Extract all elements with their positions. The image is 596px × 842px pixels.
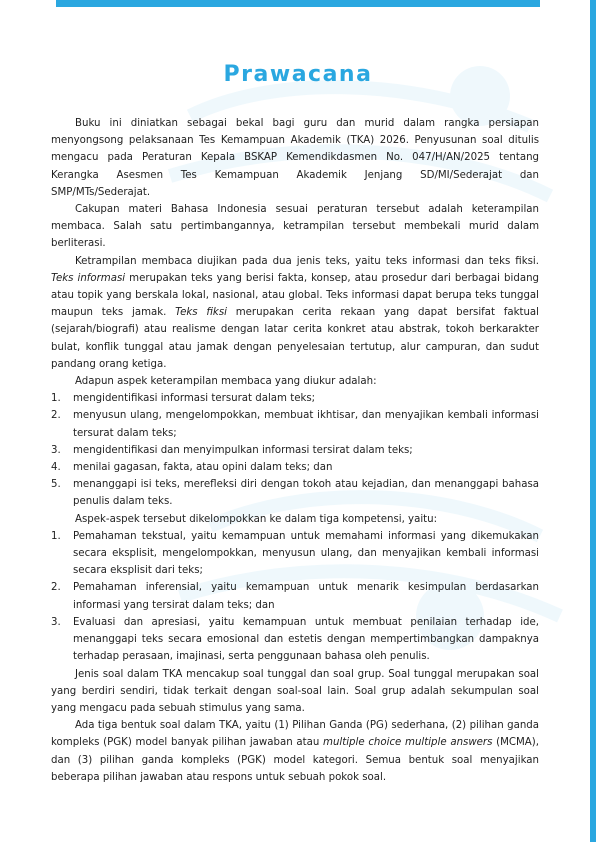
competencies-list [51, 528, 539, 666]
list-item: 5. menanggapi isi teks, merefleksi diri dengan tokoh atau kejadian, dan menanggapi bahasa penulis dalam teks. [51, 479, 539, 508]
aspects-list [51, 390, 539, 510]
body-text [51, 115, 539, 786]
paragraph-intro: Buku ini diniatkan sebagai bekal bagi guru dan murid dalam rangka persiapan menyongsong pelaksanaan Tes Kemampuan Akademik (TKA) 2026. Penyusunan soal ditulis mengacu pada Peraturan Kepala BSKAP Kemendikdasmen No. 047/H/AN/2025 tentang Kerangka Asesmen Tes Kemampuan Akademik Jenjang SD/MI/Sederajat dan SMP/MTs/Sederajat. [51, 118, 539, 198]
paragraph-text-types: Ketrampilan membaca diujikan pada dua jenis teks, yaitu teks informasi dan teks fiksi. Teks informasi merupakan teks yang berisi fakta, konsep, atau prosedur dari berbagai bidang atau topik yang berskala lokal, nasional, atau global. Teks informasi dapat berupa teks tunggal maupun teks jamak. Teks fiksi merupakan cerita rekaan yang dapat bersifat faktual (sejarah/biografi) atau realisme dengan latar cerita konkret atau abstrak, tokoh berkarakter bulat, konflik tunggal atau jamak dengan penyelesaian tertutup, alur campuran, dan sudut pandang orang ketiga. [51, 255, 540, 370]
list-item: 1. Pemahaman tekstual, yaitu kemampuan untuk memahami informasi yang dikemukakan secara eksplisit, mengelompokkan, menyusun ulang, dan menyajikan kembali informasi secara eksplisit dari teks; [51, 530, 539, 577]
page-title: Prawacana [223, 62, 373, 87]
paragraph-question-types: Jenis soal dalam TKA mencakup soal tunggal dan soal grup. Soal tunggal merupakan soal yang berdiri sendiri, tidak terkait dengan soal-soal lain. Soal grup adalah sekumpulan soal yang mengacu pada sebuah stimulus yang sama. [51, 668, 539, 714]
list-item: 1. mengidentifikasi informasi tersurat dalam teks; [51, 393, 316, 405]
paragraph-question-forms: Ada tiga bentuk soal dalam TKA, yaitu (1) Pilihan Ganda (PG) sederhana, (2) pilihan ganda kompleks (PGK) model banyak pilihan jawaban atau multiple choice multiple answers (MCMA), dan (3) pilihan ganda kompleks (PGK) model kategori. Semua bentuk soal menyajikan beberapa pilihan jawaban atau respons untuk sebuah pokok soal. [51, 720, 539, 783]
paragraph-aspects-intro: Adapun aspek keterampilan membaca yang diukur adalah: [75, 376, 377, 388]
list-item: 4. menilai gagasan, fakta, atau opini dalam teks; dan [51, 462, 333, 474]
list-item: 3. Evaluasi dan apresiasi, yaitu kemampuan untuk membuat penilaian terhadap ide, menanggapi teks secara emosional dan estetis dengan mempertimbangkan dampaknya terhadap perasaan, imajinasi, serta penggunaan bahasa oleh penulis. [51, 616, 539, 663]
right-accent-bar [590, 0, 596, 842]
top-accent-bar [56, 0, 540, 7]
list-item: 3. mengidentifikasi dan menyimpulkan informasi tersirat dalam teks; [51, 444, 413, 456]
paragraph-competencies-intro: Aspek-aspek tersebut dikelompokkan ke dalam tiga kompetensi, yaitu: [75, 513, 438, 525]
list-item: 2. menyusun ulang, mengelompokkan, membuat ikhtisar, dan menyajikan kembali informasi tersurat dalam teks; [51, 410, 539, 439]
list-item: 2. Pemahaman inferensial, yaitu kemampuan untuk menarik kesimpulan berdasarkan informasi yang tersirat dalam teks; dan [51, 582, 539, 611]
paragraph-scope: Cakupan materi Bahasa Indonesia sesuai peraturan tersebut adalah keterampilan membaca. Salah satu pertimbangannya, ketrampilan tersebut membekali murid dalam berliterasi. [51, 204, 539, 250]
